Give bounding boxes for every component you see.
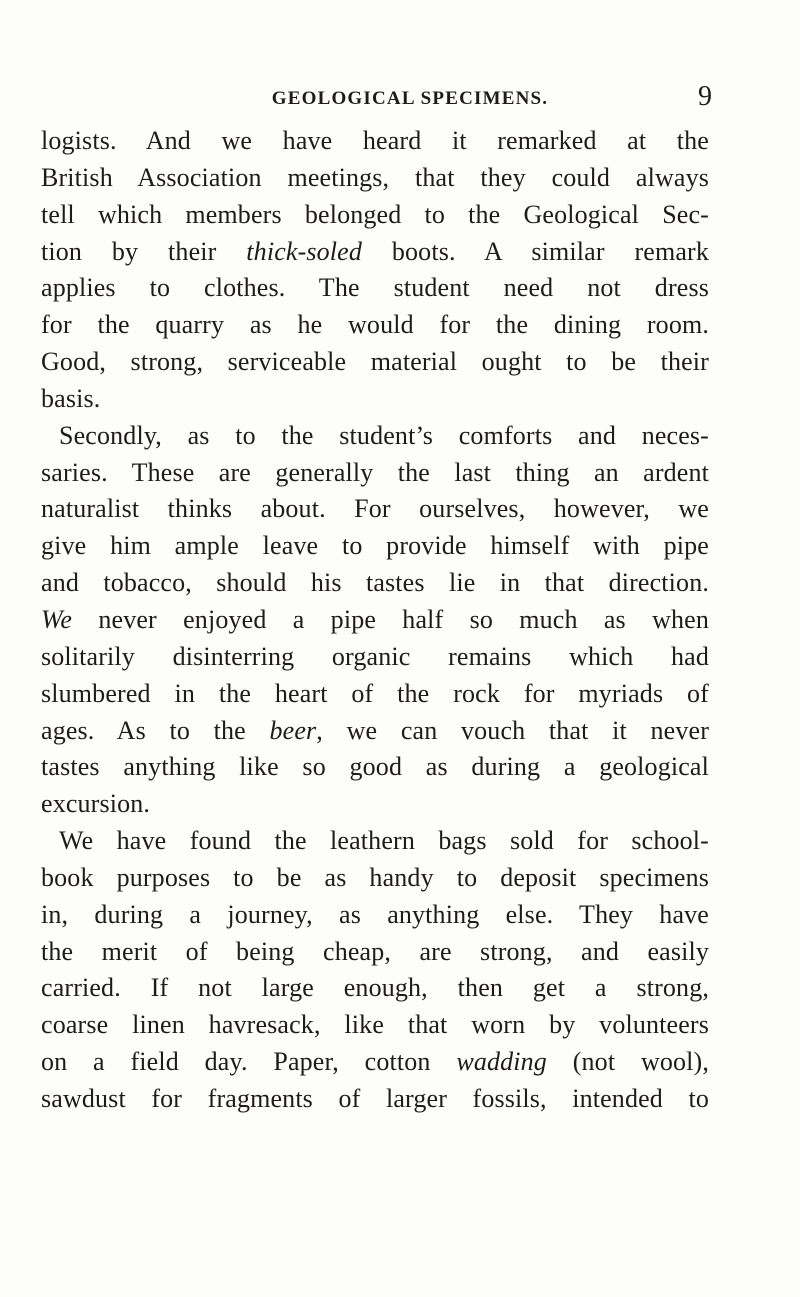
text-line: for the quarry as he would for the dining room. (41, 310, 709, 340)
text-line: ages. As to the beer, we can vouch that it never (41, 715, 710, 745)
text-line: Secondly, as to the student’s comforts and neces- (59, 420, 709, 450)
text-line: Good, strong, serviceable material ought to be their (41, 347, 709, 377)
text-line: give him ample leave to provide himself with pipe (41, 531, 709, 561)
text-line: applies to clothes. The student need not dress (41, 273, 709, 303)
text-line: We have found the leathern bags sold for school- (59, 826, 709, 856)
text-line: in, during a journey, as anything else. They have (41, 899, 709, 929)
text-line: logists. And we have heard it remarked at the (41, 126, 709, 155)
text-line: saries. These are generally the last thing an ardent (41, 457, 709, 487)
text-line: and tobacco, should his tastes lie in that direction. (41, 568, 709, 598)
italic-text: thick-soled (246, 236, 363, 266)
text-line: tion by their thick-soled boots. A similar remark (41, 236, 709, 266)
body-text (41, 123, 709, 1118)
text-line: British Association meetings, that they could always (41, 162, 709, 192)
text-line: slumbered in the heart of the rock for myriads of (41, 678, 709, 708)
text-line: solitarily disinterring organic remains which had (41, 641, 709, 671)
text-line: coarse linen havresack, like that worn by volunteers (41, 1010, 709, 1040)
running-title: GEOLOGICAL SPECIMENS. (271, 88, 549, 109)
italic-text: We (41, 604, 73, 634)
page-number: 9 (698, 81, 712, 112)
text-line: excursion. (41, 789, 151, 819)
italic-text: beer (269, 715, 317, 745)
text-line: tastes anything like so good as during a geological (41, 752, 709, 782)
text-line: on a field day. Paper, cotton wadding (not wool), (41, 1047, 710, 1077)
text-line: basis. (41, 383, 101, 413)
text-line: tell which members belonged to the Geological Sec- (41, 199, 709, 229)
italic-text: wadding (456, 1047, 547, 1077)
text-line: the merit of being cheap, are strong, and easily (41, 936, 709, 966)
running-head (40, 81, 760, 114)
text-line: sawdust for fragments of larger fossils, intended to (41, 1083, 709, 1113)
text-line: book purposes to be as handy to deposit specimens (41, 862, 709, 892)
text-line: naturalist thinks about. For ourselves, however, we (41, 494, 709, 524)
text-line: carried. If not large enough, then get a strong, (41, 973, 709, 1003)
text-line: We never enjoyed a pipe half so much as when (41, 604, 709, 634)
